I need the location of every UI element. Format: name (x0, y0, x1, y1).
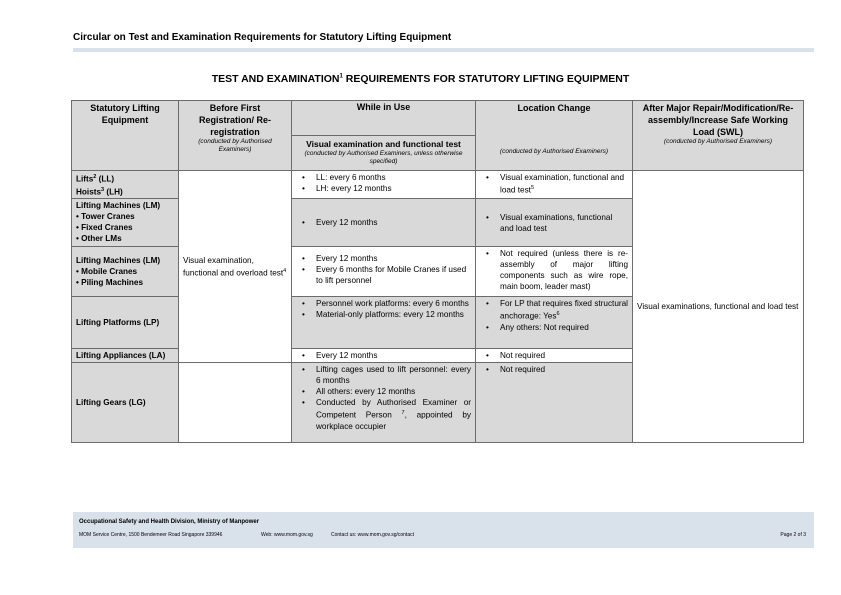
page-number: Page 2 of 3 (780, 532, 806, 538)
use-lifting-gears: • Lifting cages used to lift personnel: every 6 months • All others: every 12 months • Conducted by Authorised Examiner or Competent Person $^7$, appointed by workplace occupier (292, 363, 476, 443)
document-title: TEST AND EXAMINATION$^1$ REQUIREMENTS FOR STATUTORY LIFTING EQUIPMENT (211, 73, 630, 85)
location-lifting-platforms: • For LP that requires fixed structural anchorage: Yes$^6$ • Any others: Not required (476, 297, 633, 349)
use-lifting-appliances: • Every 12 months (292, 349, 476, 363)
col-subheader-visual: Visual examination and functional test (306, 139, 461, 149)
header-divider (73, 48, 814, 52)
location-lifting-machines-mobile: • Not required (unless there is re-assembly of major lifting components such as wire rope, main boom, leader mast) (476, 247, 633, 297)
col-header-equipment: Statutory Lifting Equipment (72, 101, 179, 171)
circular-title: Circular on Test and Examination Requirements for Statutory Lifting Equipment (73, 32, 452, 43)
row-lifting-machines-cranes: Lifting Machines (LM) • Tower Cranes • Fixed Cranes • Other LMs (72, 199, 179, 247)
location-lifts-hoists: • Visual examination, functional and load test$^5$ (476, 171, 633, 199)
use-lifting-machines-cranes: • Every 12 months (292, 199, 476, 247)
row-lifting-appliances: Lifting Appliances (LA) (72, 349, 179, 363)
after-repair-cell: Visual examinations, functional and load test (633, 171, 804, 443)
row-lifts-hoists: Lifts$^2$ (LL) Hoists$^3$ (LH) (72, 171, 179, 199)
page-footer (73, 512, 814, 548)
col-header-before-registration: Before First Registration/ Re-registration (conducted by Authorised Examiners) (179, 101, 292, 171)
before-registration-cell: Visual examination, functional and overload test$^4$ (179, 171, 292, 363)
footer-org: Occupational Safety and Health Division, Ministry of Manpower (79, 519, 260, 525)
before-registration-blank (179, 363, 292, 443)
col-header-location-change: Location Change (conducted by Authorised Examiners) (476, 101, 633, 171)
row-lifting-platforms: Lifting Platforms (LP) (72, 297, 179, 349)
use-lifts-hoists: • LL: every 6 months • LH: every 12 months (292, 171, 476, 199)
location-lifting-machines-cranes: • Visual examinations, functional and load test (476, 199, 633, 247)
table-header-row (72, 101, 804, 171)
table-row (72, 171, 804, 199)
footer-web-link[interactable]: Web: www.mom.gov.sg (261, 532, 313, 538)
location-lifting-appliances: • Not required (476, 349, 633, 363)
footer-address: MOM Service Centre, 1500 Bendemeer Road Singapore 339946 (79, 532, 223, 538)
use-lifting-machines-mobile: • Every 12 months • Every 6 months for Mobile Cranes if used to lift personnel (292, 247, 476, 297)
row-lifting-machines-mobile: Lifting Machines (LM) • Mobile Cranes • Piling Machines (72, 247, 179, 297)
requirements-table (71, 100, 804, 443)
footer-contact-link[interactable]: Contact us: www.mom.gov.sg/contact (331, 532, 414, 538)
col-header-after-repair: After Major Repair/Modification/Re-assembly/Increase Safe Working Load (SWL) (conducted by Authorised Examiners) (633, 101, 804, 171)
col-header-while-in-use: While in Use Visual examination and functional test (conducted by Authorised Examiners, unless otherwise specified) (292, 101, 476, 171)
row-lifting-gears: Lifting Gears (LG) (72, 363, 179, 443)
use-lifting-platforms: • Personnel work platforms: every 6 months • Material-only platforms: every 12 months (292, 297, 476, 349)
location-lifting-gears: • Not required (476, 363, 633, 443)
